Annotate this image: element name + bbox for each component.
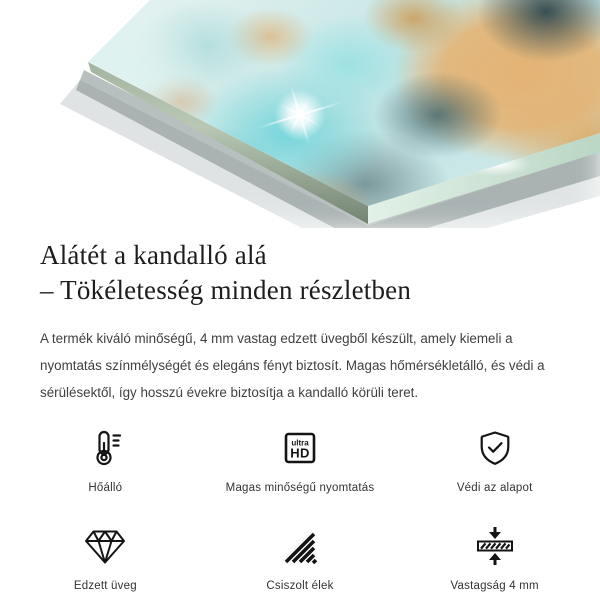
feature-print-quality — [203, 426, 398, 494]
diamond-icon — [82, 524, 128, 568]
feature-label: Edzett üveg — [73, 580, 137, 592]
feature-label: Csiszolt élek — [266, 580, 334, 592]
polished-edges-icon — [278, 524, 322, 568]
ultra-hd-icon-text-top: ultra — [291, 438, 309, 448]
page-title-line1: Alátét a kandalló alá — [40, 240, 267, 270]
feature-label: Védi az alapot — [456, 482, 533, 494]
thermometer-icon — [85, 426, 125, 470]
feature-tempered-glass — [8, 524, 203, 592]
page-title — [40, 238, 560, 308]
ultra-hd-icon-text-bottom: HD — [290, 445, 310, 461]
product-hero-image — [0, 0, 600, 228]
thickness-4mm-icon — [472, 524, 518, 568]
feature-label: Vastagság 4 mm — [450, 580, 539, 592]
features-grid — [0, 426, 600, 592]
shield-check-icon — [475, 426, 515, 470]
product-description: A termék kiváló minőségű, 4 mm vastag edzett üvegből készült, amely kiemeli a nyomtatás színmélységét és elegáns fényt biztosít. Magas hőmérsékletálló, és védi a sérülésektől, így hosszú évekre biztosítja a kandalló körüli teret. — [40, 331, 545, 400]
feature-label: Hőálló — [88, 482, 123, 494]
feature-thickness — [397, 524, 592, 592]
product-copy — [0, 228, 600, 406]
feature-label: Magas minőségű nyomtatás — [225, 482, 375, 494]
feature-polished-edges — [203, 524, 398, 592]
feature-heat-resistant — [8, 426, 203, 494]
page-title-line2: – Tökéletesség minden részletben — [40, 275, 412, 305]
feature-protects-base — [397, 426, 592, 494]
ultra-hd-icon — [279, 426, 321, 470]
